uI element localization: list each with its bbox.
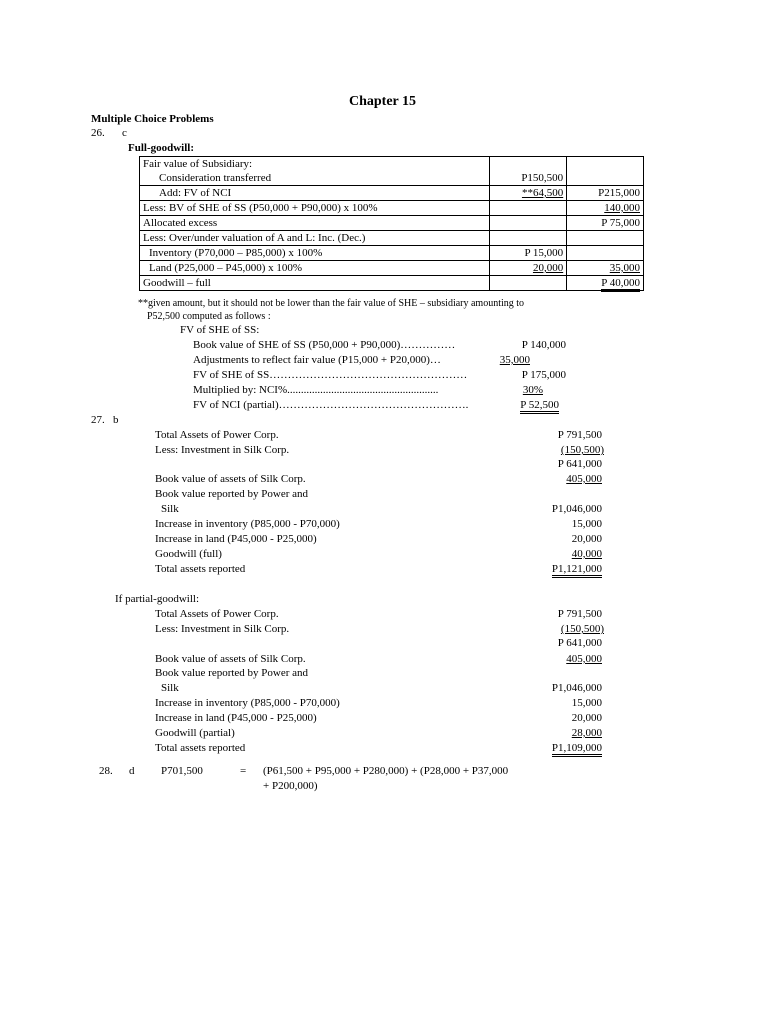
line-value: P 641,000	[557, 637, 602, 649]
calc-label: Adjustments to reflect fair value (P15,000 + P20,000)…	[193, 354, 441, 366]
row-label: Goodwill – full	[140, 276, 490, 291]
line-value: 20,000	[571, 712, 602, 724]
row-value: **64,500	[521, 187, 564, 199]
line-value: 20,000	[571, 533, 602, 545]
line-value: P1,046,000	[551, 503, 602, 515]
line-value: 405,000	[566, 653, 602, 665]
row-label: Less: BV of SHE of SS (P50,000 + P90,000) x 100%	[140, 201, 490, 216]
row-total: P 75,000	[567, 216, 644, 231]
line-value: P1,109,000	[552, 742, 602, 757]
line-label: Increase in land (P45,000 - P25,000)	[155, 533, 317, 545]
q26-number: 26.	[91, 127, 105, 139]
q27-number: 27.	[91, 414, 105, 426]
line-label: Book value reported by Power and	[155, 488, 309, 500]
table-row	[140, 276, 644, 291]
q28-number: 28.	[99, 765, 113, 777]
line-label: Silk	[161, 503, 179, 515]
goodwill-table	[139, 156, 644, 291]
row-label: Allocated excess	[140, 216, 490, 231]
line-label: Silk	[161, 682, 179, 694]
line-value: 28,000	[571, 727, 602, 739]
table-row	[140, 157, 644, 186]
calc-label: Multiplied by: NCI%.......................................................	[193, 384, 439, 396]
q26-answer: c	[122, 127, 127, 139]
table-row	[140, 216, 644, 231]
line-value: P 791,500	[557, 608, 602, 620]
row-label: Add: FV of NCI	[140, 186, 490, 201]
row-total: P215,000	[567, 186, 644, 201]
calc-value: P 52,500	[520, 399, 559, 414]
line-label: Increase in inventory (P85,000 - P70,000)	[155, 518, 340, 530]
line-label: Less: Investment in Silk Corp.	[155, 623, 290, 635]
line-label: Total Assets of Power Corp.	[155, 429, 279, 441]
calc-value: 30%	[522, 384, 543, 396]
partial-heading: If partial-goodwill:	[115, 593, 200, 605]
line-value: P1,046,000	[551, 682, 602, 694]
line-value: 15,000	[571, 518, 602, 530]
line-value: (150,500)	[560, 444, 604, 456]
q28-amount: P701,500	[161, 765, 203, 777]
line-value: P1,121,000	[552, 563, 602, 578]
line-label: Book value reported by Power and	[155, 667, 309, 679]
calc-value: P 175,000	[521, 369, 566, 381]
line-value: 405,000	[566, 473, 602, 485]
table-row	[140, 201, 644, 216]
note-line-2: P52,500 computed as follows :	[147, 311, 271, 322]
row-label: Inventory (P70,000 – P85,000) x 100%	[140, 246, 490, 261]
table-row	[140, 231, 644, 246]
calc-label: FV of NCI (partial)…………………………………………….	[193, 399, 469, 411]
line-value: 40,000	[571, 548, 602, 560]
row-label: Fair value of Subsidiary:	[143, 158, 253, 170]
row-value: 20,000	[532, 262, 564, 274]
fv-heading: FV of SHE of SS:	[180, 324, 260, 336]
row-value: P150,500	[490, 157, 567, 186]
calc-value: P 140,000	[521, 339, 566, 351]
q28-equals: =	[240, 765, 247, 777]
calc-value: 35,000	[499, 354, 530, 366]
line-label: Total Assets of Power Corp.	[155, 608, 279, 620]
line-label: Goodwill (full)	[155, 548, 222, 560]
line-label: Total assets reported	[155, 742, 246, 754]
line-label: Book value of assets of Silk Corp.	[155, 653, 306, 665]
row-value: P 15,000	[490, 246, 567, 261]
section-title: Multiple Choice Problems	[91, 113, 214, 125]
line-value: 15,000	[571, 697, 602, 709]
row-label: Consideration transferred	[159, 172, 272, 184]
q27-answer: b	[113, 414, 119, 426]
row-total: 140,000	[604, 202, 640, 214]
table-row	[140, 261, 644, 276]
note-line-1: **given amount, but it should not be lower than the fair value of SHE – subsidiary amounting to	[138, 298, 525, 309]
line-label: Increase in land (P45,000 - P25,000)	[155, 712, 317, 724]
line-value: P 791,500	[557, 429, 602, 441]
line-value: P 641,000	[557, 458, 602, 470]
line-label: Total assets reported	[155, 563, 246, 575]
row-total: P 40,000	[601, 277, 640, 292]
q28-answer: d	[129, 765, 135, 777]
line-label: Less: Investment in Silk Corp.	[155, 444, 290, 456]
q26-heading: Full-goodwill:	[128, 142, 195, 154]
line-value: (150,500)	[560, 623, 604, 635]
calc-label: Book value of SHE of SS (P50,000 + P90,000)……………	[193, 339, 456, 351]
row-total: 35,000	[609, 262, 640, 274]
line-label: Increase in inventory (P85,000 - P70,000)	[155, 697, 340, 709]
table-row	[140, 186, 644, 201]
table-row	[140, 246, 644, 261]
q28-formula-line-2: + P200,000)	[263, 780, 318, 792]
line-label: Goodwill (partial)	[155, 727, 235, 739]
chapter-title: Chapter 15	[349, 94, 417, 109]
row-label: Less: Over/under valuation of A and L: Inc. (Dec.)	[140, 231, 490, 246]
q28-formula-line-1: (P61,500 + P95,000 + P280,000) + (P28,000 + P37,000	[263, 765, 509, 777]
row-label: Land (P25,000 – P45,000) x 100%	[140, 261, 490, 276]
calc-label: FV of SHE of SS………………………………………………	[193, 369, 468, 381]
line-label: Book value of assets of Silk Corp.	[155, 473, 306, 485]
